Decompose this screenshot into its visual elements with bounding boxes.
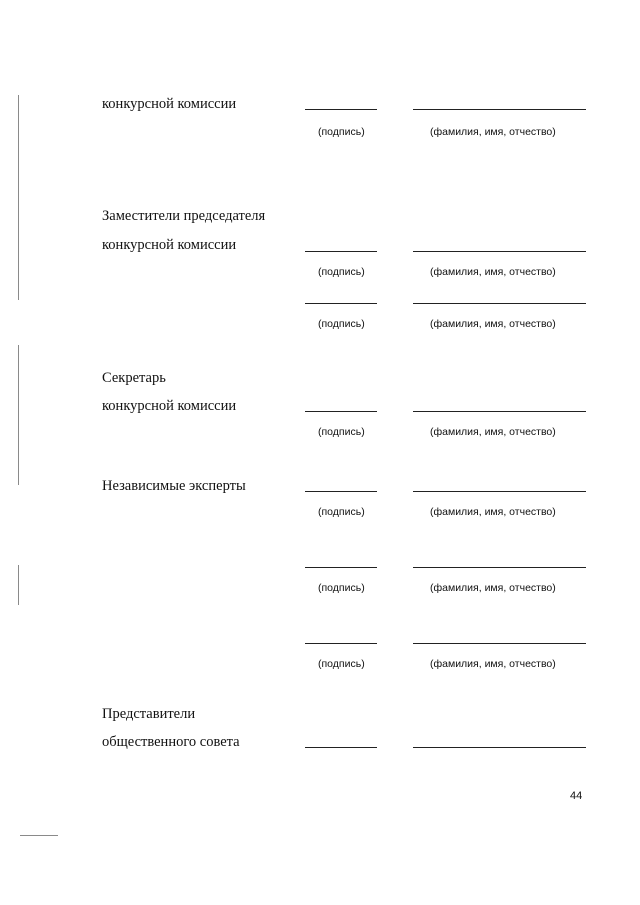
signature-caption: (подпись) bbox=[318, 658, 365, 670]
name-line bbox=[413, 109, 586, 110]
experts-label: Независимые эксперты bbox=[102, 478, 246, 494]
name-caption: (фамилия, имя, отчество) bbox=[430, 658, 556, 670]
name-line bbox=[413, 411, 586, 412]
representatives-title: Представители bbox=[102, 706, 196, 722]
signature-line bbox=[305, 303, 377, 304]
name-caption: (фамилия, имя, отчество) bbox=[430, 126, 556, 138]
signature-line bbox=[305, 747, 377, 748]
scan-artifact bbox=[18, 565, 19, 605]
name-caption: (фамилия, имя, отчество) bbox=[430, 506, 556, 518]
deputies-title: Заместители председателя bbox=[102, 208, 266, 224]
signature-caption: (подпись) bbox=[318, 426, 365, 438]
name-line bbox=[413, 567, 586, 568]
commission-label: конкурсной комиссии bbox=[102, 96, 237, 112]
scan-artifact bbox=[18, 345, 19, 485]
name-caption: (фамилия, имя, отчество) bbox=[430, 318, 556, 330]
name-line bbox=[413, 303, 586, 304]
signature-caption: (подпись) bbox=[318, 582, 365, 594]
name-line bbox=[413, 643, 586, 644]
name-caption: (фамилия, имя, отчество) bbox=[430, 426, 556, 438]
signature-line bbox=[305, 567, 377, 568]
signature-line bbox=[305, 251, 377, 252]
signature-caption: (подпись) bbox=[318, 506, 365, 518]
name-line bbox=[413, 251, 586, 252]
name-caption: (фамилия, имя, отчество) bbox=[430, 582, 556, 594]
deputies-commission-label: конкурсной комиссии bbox=[102, 237, 237, 253]
signature-line bbox=[305, 109, 377, 110]
representatives-council-label: общественного совета bbox=[102, 734, 240, 750]
signature-caption: (подпись) bbox=[318, 266, 365, 278]
scan-artifact bbox=[18, 95, 19, 300]
signature-line bbox=[305, 643, 377, 644]
secretary-commission-label: конкурсной комиссии bbox=[102, 398, 237, 414]
signature-line bbox=[305, 491, 377, 492]
signature-line bbox=[305, 411, 377, 412]
scan-artifact bbox=[20, 835, 58, 836]
name-line bbox=[413, 491, 586, 492]
signature-caption: (подпись) bbox=[318, 318, 365, 330]
name-line bbox=[413, 747, 586, 748]
name-caption: (фамилия, имя, отчество) bbox=[430, 266, 556, 278]
secretary-title: Секретарь bbox=[102, 370, 166, 386]
page-number: 44 bbox=[570, 790, 583, 802]
signature-caption: (подпись) bbox=[318, 126, 365, 138]
